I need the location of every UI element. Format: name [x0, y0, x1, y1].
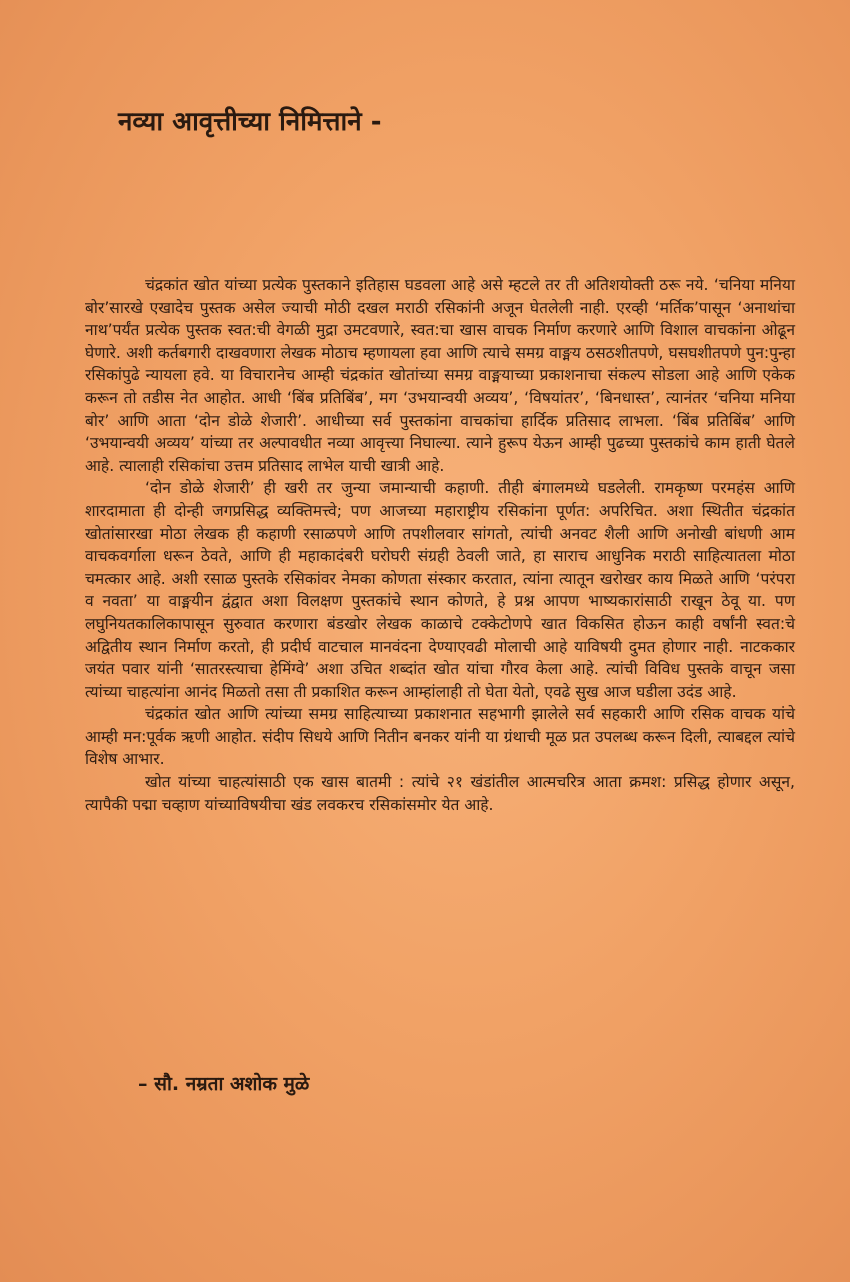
page-title: नव्या आवृत्तीच्या निमित्ताने -: [118, 107, 382, 137]
paragraph-4: खोत यांच्या चाहत्यांसाठी एक खास बातमी : त्यांचे २१ खंडांतील आत्मचरित्र आता क्रमश: प्रसिद्ध होणार असून, त्यापैकी पद्मा चव्हाण यांच्याविषयीचा खंड लवकरच रसिकांसमोर येत आहे.: [85, 773, 795, 814]
paragraph-2: ‘दोन डोळे शेजारी’ ही खरी तर जुन्या जमान्याची कहाणी. तीही बंगालमध्ये घडलेली. रामकृष्ण परमहंस आणि शारदामाता ही दोन्ही जगप्रसिद्ध व्यक्तिमत्त्वे; पण आजच्या महाराष्ट्रीय रसिकांना पूर्णत: अपरिचित. अशा स्थितीत चंद्रकांत खोतांसारखा मोठा लेखक ही कहाणी रसाळपणे आणि तपशीलवार सांगतो, त्यांची अनवट शैली आणि अनोखी बांधणी आम वाचकवर्गाला धरून ठेवते, आणि ही महाकादंबरी घरोघरी संग्रही ठेवली जाते, हा साराच आधुनिक मराठी साहित्यातला मोठा चमत्कार आहे. अशी रसाळ पुस्तके रसिकांवर नेमका कोणता संस्कार करतात, त्यांना त्यातून खरोखर काय मिळते आणि ‘परंपरा व नवता’ या वाङ्मयीन द्वंद्वात अशा विलक्षण पुस्तकांचे स्थान कोणते, हे प्रश्न आपण भाष्यकारांसाठी राखून ठेवू या. पण लघुनियतकालिकापासून सुरुवात करणारा बंडखोर लेखक काळाचे टक्केटोणपे खात विकसित होऊन काही वर्षांनी स्वत:चे अद्वितीय स्थान निर्माण करतो, ही प्रदीर्घ वाटचाल मानवंदना देण्याएवढी मोलाची आहे याविषयी दुमत होणार नाही. नाटककार जयंत पवार यांनी ‘सातरस्त्याचा हेमिंग्वे’ अशा उचित शब्दांत खोत यांचा गौरव केला आहे. त्यांची विविध पुस्तके वाचून जसा त्यांच्या चाहत्यांना आनंद मिळतो तसा ती प्रकाशित करून आम्हांलाही तो घेता येतो, एवढे सुख आज घडीला उदंड आहे.: [85, 479, 795, 701]
author-signature: – सौ. नम्रता अशोक मुळे: [138, 1073, 310, 1095]
paragraph-3: चंद्रकांत खोत आणि त्यांच्या समग्र साहित्याच्या प्रकाशनात सहभागी झालेले सर्व सहकारी आणि रसिक वाचक यांचे आम्ही मन:पूर्वक ऋणी आहोत. संदीप सिधये आणि नितीन बनकर यांनी या ग्रंथाची मूळ प्रत उपलब्ध करून दिली, त्याबद्दल त्यांचे विशेष आभार.: [85, 705, 795, 769]
paragraph-1: चंद्रकांत खोत यांच्या प्रत्येक पुस्तकाने इतिहास घडवला आहे असे म्हटले तर ती अतिशयोक्ती ठरू नये. ‘चनिया मनिया बोर’सारखे एखादेच पुस्तक असेल ज्याची मोठी दखल मराठी रसिकांनी अजून घेतलेली नाही. एरव्ही ‘मर्तिक’पासून ‘अनाथांचा नाथ’पर्यंत प्रत्येक पुस्तक स्वत:ची वेगळी मुद्रा उमटवणारे, स्वत:चा खास वाचक निर्माण करणारे आणि विशाल वाचकांना ओढून घेणारे. अशी कर्तबगारी दाखवणारा लेखक मोठाच म्हणायला हवा आणि त्याचे समग्र वाङ्मय ठसठशीतपणे, घसघशीतपणे पुन:पुन्हा रसिकांपुढे न्यायला हवे. या विचारानेच आम्ही चंद्रकांत खोतांच्या समग्र वाङ्मयाच्या प्रकाशनाचा संकल्प सोडला आहे आणि एकेक करून तो तडीस नेत आहोत. आधी ‘बिंब प्रतिबिंब’, मग ‘उभयान्वयी अव्यय’, ‘विषयांतर’, ‘बिनधास्त’, त्यानंतर ‘चनिया मनिया बोर’ आणि आता ‘दोन डोळे शेजारी’. आधीच्या सर्व पुस्तकांना वाचकांचा हार्दिक प्रतिसाद लाभला. ‘बिंब प्रतिबिंब’ आणि ‘उभयान्वयी अव्यय’ यांच्या तर अल्पावधीत नव्या आवृत्त्या निघाल्या. त्याने हुरूप येऊन आम्ही पुढच्या पुस्तकांचे काम हाती घेतले आहे. त्यालाही रसिकांचा उत्तम प्रतिसाद लाभेल याची खात्री आहे.: [85, 276, 795, 475]
preface-body: [85, 274, 795, 816]
